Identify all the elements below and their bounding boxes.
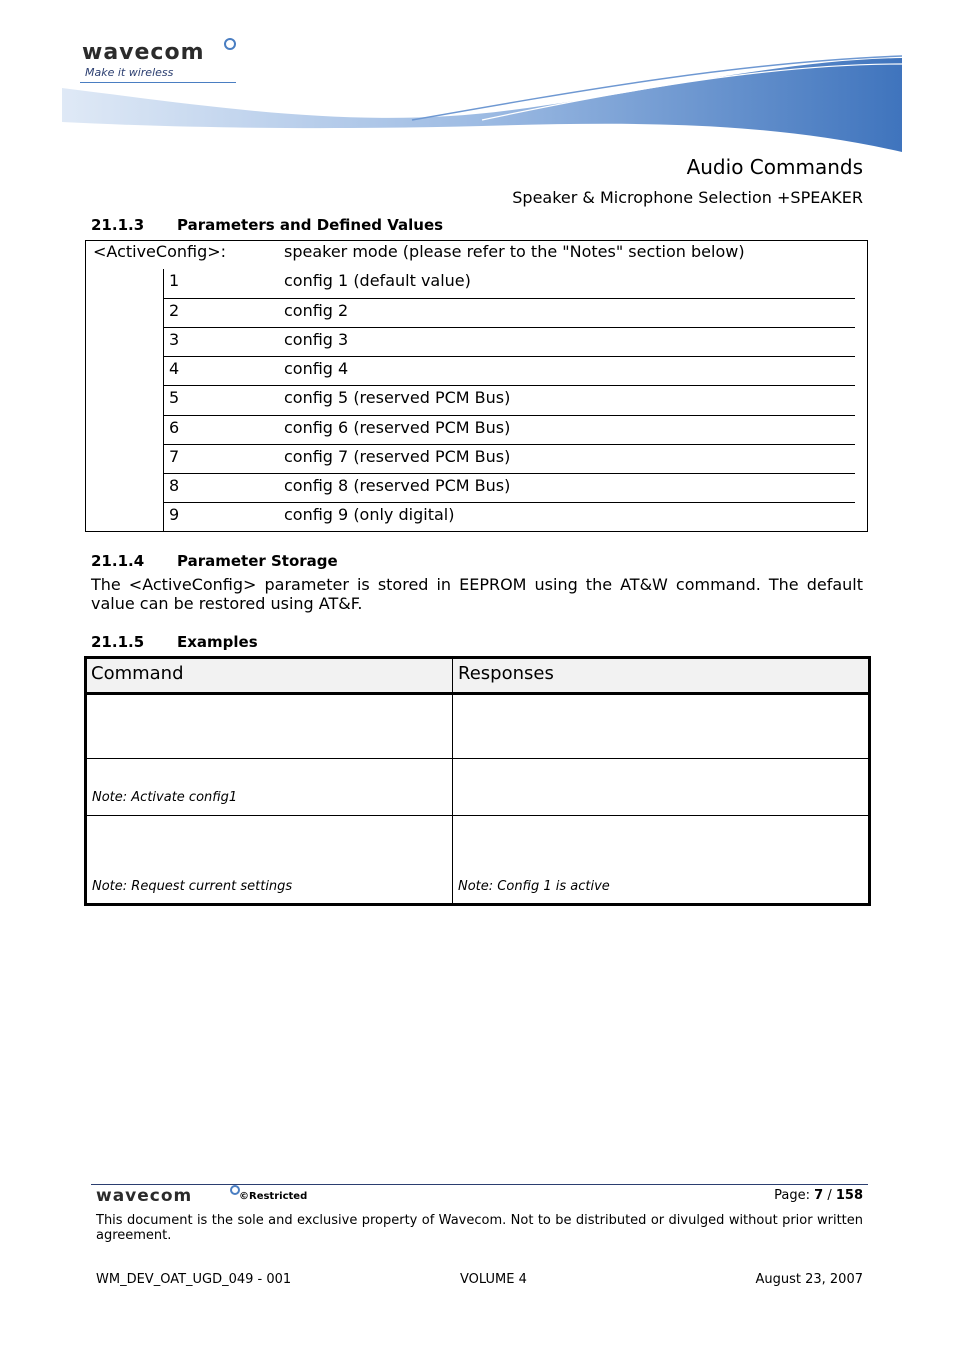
response-note: Note: Config 1 is active <box>458 879 610 894</box>
section-heading-storage <box>91 552 338 570</box>
section-number: 21.1.4 <box>91 552 145 570</box>
param-value: 5 <box>169 388 180 407</box>
wavecom-logo: wavecom <box>82 40 205 65</box>
param-value-label: config 3 <box>284 330 349 349</box>
examples-column-divider <box>452 659 453 903</box>
param-value: 3 <box>169 330 180 349</box>
page-current: 7 <box>814 1188 824 1203</box>
examples-table-header <box>87 659 868 695</box>
table-row <box>163 298 855 328</box>
param-description: speaker mode (please refer to the "Notes" section below) <box>284 242 745 261</box>
logo-swirl-icon <box>224 38 236 50</box>
param-value-label: config 8 (reserved PCM Bus) <box>284 476 511 495</box>
param-value-label: config 1 (default value) <box>284 271 471 290</box>
command-note: Note: Activate config1 <box>92 790 238 805</box>
section-title: Examples <box>177 633 258 651</box>
header-swoosh-banner <box>62 50 902 160</box>
page-separator: / <box>827 1188 832 1203</box>
section-heading-parameters <box>91 216 443 234</box>
confidentiality-notice: This document is the sole and exclusive property of Wavecom. Not to be distributed or divulged without prior written agreement. <box>96 1213 863 1243</box>
param-value: 2 <box>169 301 180 320</box>
page-label: Page: <box>774 1188 810 1203</box>
param-value-label: config 6 (reserved PCM Bus) <box>284 418 511 437</box>
table-row <box>163 502 855 532</box>
page-subtitle: Speaker & Microphone Selection +SPEAKER <box>512 188 863 207</box>
table-row <box>163 444 855 474</box>
page-title: Audio Commands <box>686 155 863 179</box>
table-row <box>163 269 855 298</box>
page-number <box>774 1188 863 1203</box>
param-value: 9 <box>169 505 180 524</box>
table-row <box>163 473 855 503</box>
row-divider <box>87 758 868 759</box>
table-row <box>163 327 855 357</box>
param-value: 6 <box>169 418 180 437</box>
section-title: Parameter Storage <box>177 552 338 570</box>
restricted-label: ©Restricted <box>239 1191 308 1202</box>
table-row <box>163 385 855 415</box>
document-id: WM_DEV_OAT_UGD_049 - 001 <box>96 1272 292 1287</box>
page-total: 158 <box>835 1188 863 1203</box>
param-value-label: config 7 (reserved PCM Bus) <box>284 447 511 466</box>
volume-label: VOLUME 4 <box>460 1272 527 1287</box>
footer-wavecom-logo: wavecom <box>96 1186 193 1206</box>
table-row <box>163 356 855 386</box>
examples-table <box>84 656 871 906</box>
table-row <box>163 415 855 445</box>
param-value: 8 <box>169 476 180 495</box>
section-number: 21.1.5 <box>91 633 145 651</box>
param-value-label: config 2 <box>284 301 349 320</box>
storage-paragraph: The <ActiveConfig> parameter is stored in EEPROM using the AT&W command. The default value can be restored using AT&F. <box>91 575 863 613</box>
section-number: 21.1.3 <box>91 216 145 234</box>
row-divider <box>87 815 868 816</box>
logo-tagline: Make it wireless <box>85 66 174 79</box>
param-value-label: config 5 (reserved PCM Bus) <box>284 388 511 407</box>
param-name: <ActiveConfig>: <box>93 242 227 261</box>
section-heading-examples <box>91 633 258 651</box>
param-value: 7 <box>169 447 180 466</box>
param-value-label: config 9 (only digital) <box>284 505 455 524</box>
document-date: August 23, 2007 <box>755 1272 863 1287</box>
column-header-command: Command <box>91 663 184 684</box>
param-value: 4 <box>169 359 180 378</box>
section-title: Parameters and Defined Values <box>177 216 444 234</box>
param-value-label: config 4 <box>284 359 349 378</box>
parameters-table <box>85 240 868 532</box>
param-value: 1 <box>169 271 180 290</box>
footer-rule <box>91 1184 868 1185</box>
column-header-responses: Responses <box>458 663 554 684</box>
command-note: Note: Request current settings <box>92 879 293 894</box>
